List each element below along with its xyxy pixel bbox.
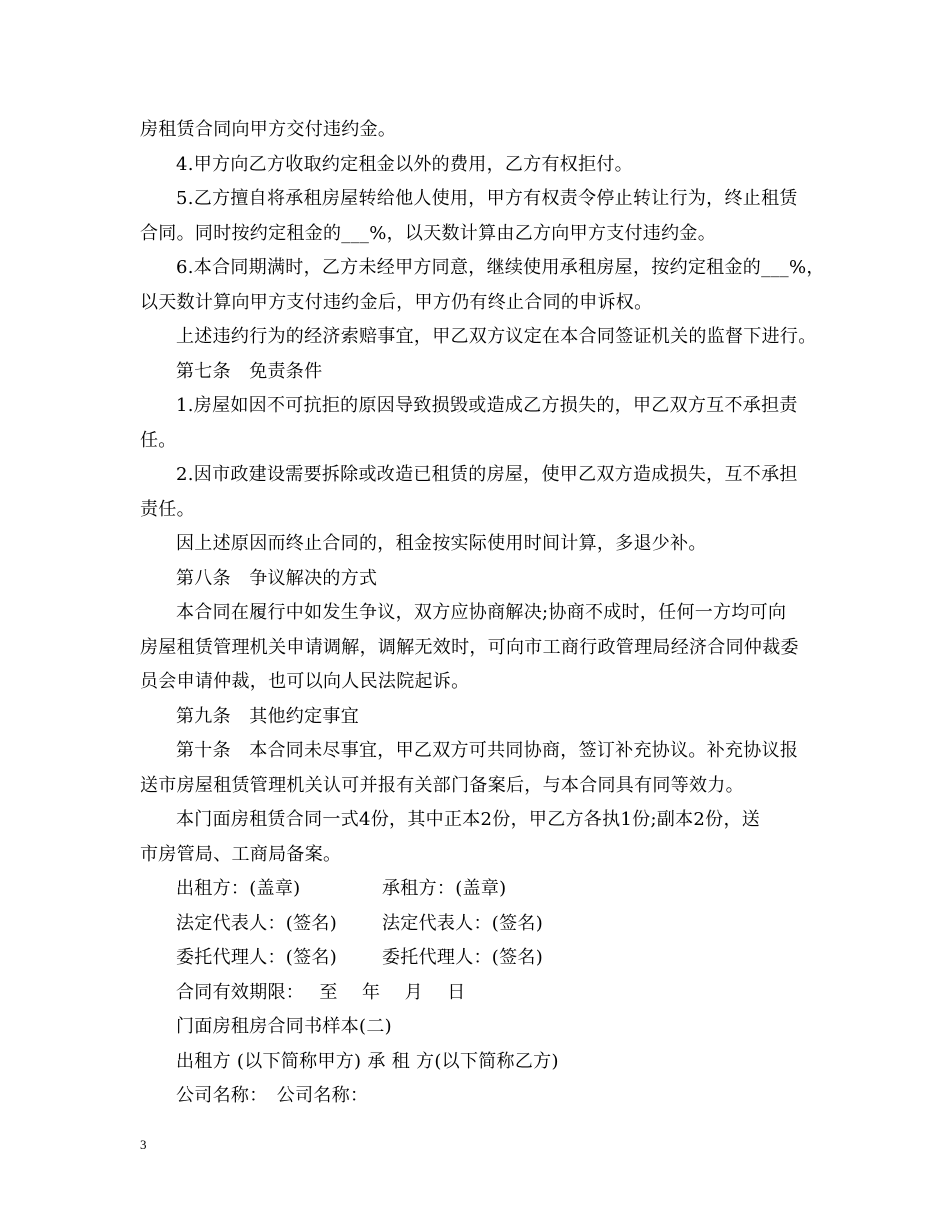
validity-period: 合同有效期限： 至 年 月 日 — [176, 981, 466, 1003]
paragraph-line: 4.甲方向乙方收取约定租金以外的费用，乙方有权拒付。 — [176, 153, 633, 175]
signature-row — [140, 907, 820, 942]
paragraph-line: 1.房屋如因不可抗拒的原因导致损毁或造成乙方损失的，甲乙双方互不承担责 — [176, 395, 798, 416]
signature-row — [140, 941, 820, 976]
parties-line: 出租方 (以下简称甲方) 承 租 方(以下简称乙方) — [176, 1050, 559, 1072]
paragraph-line: 合同。同时按约定租金的___%，以天数计算由乙方向甲方支付违约金。 — [140, 222, 716, 244]
signature-row — [140, 872, 820, 907]
paragraph-line: 本门面房租赁合同一式4份，其中正本2份，甲乙方各执1份;副本2份，送 — [176, 809, 761, 830]
section-heading: 第七条 免责条件 — [176, 360, 323, 382]
paragraph-line: 本合同在履行中如发生争议，双方应协商解决;协商不成时，任何一方均可向 — [176, 602, 787, 623]
sample-title: 门面房租房合同书样本(二) — [176, 1016, 392, 1037]
paragraph-line: 上述违约行为的经济索赔事宜，甲乙双方议定在本合同签证机关的监督下进行。 — [176, 326, 817, 347]
paragraph-line: 6.本合同期满时，乙方未经甲方同意，继续使用承租房屋，按约定租金的___%， — [176, 257, 825, 278]
paragraph-line: 第十条 本合同未尽事宜，甲乙双方可共同协商，签订补充协议。补充协议报 — [176, 740, 799, 761]
lessor-legal-rep-label: 法定代表人：(签名) — [176, 912, 338, 934]
paragraph-line: 因上述原因而终止合同的，租金按实际使用时间计算，多退少补。 — [176, 533, 707, 554]
section-heading: 第九条 其他约定事宜 — [176, 705, 359, 727]
paragraph-line: 送市房屋租赁管理机关认可并报有关部门备案后，与本合同具有同等效力。 — [140, 774, 744, 796]
lessee-signature-label: 承租方：(盖章) — [382, 878, 507, 899]
lessor-signature-label: 出租方：(盖章) — [176, 878, 301, 899]
paragraph-line: 市房管局、工商局备案。 — [140, 843, 342, 865]
paragraph-line: 房租赁合同向甲方交付违约金。 — [140, 119, 397, 140]
lessee-agent-label: 委托代理人：(签名) — [382, 947, 544, 968]
paragraph-line: 5.乙方擅自将承租房屋转给他人使用，甲方有权责令停止转让行为，终止租赁 — [176, 188, 798, 209]
document-body — [140, 113, 825, 1114]
company-name-line: 公司名称： 公司名称： — [176, 1085, 369, 1106]
section-heading: 第八条 争议解决的方式 — [176, 567, 378, 589]
paragraph-line: 任。 — [140, 429, 177, 451]
lessor-agent-label: 委托代理人：(签名) — [176, 947, 338, 968]
page-number: 3 — [140, 1137, 147, 1152]
paragraph-line: 房屋租赁管理机关申请调解，调解无效时，可向市工商行政管理局经济合同仲裁委 — [140, 636, 799, 658]
paragraph-line: 员会申请仲裁，也可以向人民法院起诉。 — [140, 671, 470, 692]
paragraph-line: 2.因市政建设需要拆除或改造已租赁的房屋，使甲乙双方造成损失，互不承担 — [176, 464, 798, 485]
paragraph-line: 以天数计算向甲方支付违约金后，甲方仍有终止合同的申诉权。 — [140, 291, 653, 313]
paragraph-line: 责任。 — [140, 498, 195, 520]
lessee-legal-rep-label: 法定代表人：(签名) — [382, 912, 544, 934]
